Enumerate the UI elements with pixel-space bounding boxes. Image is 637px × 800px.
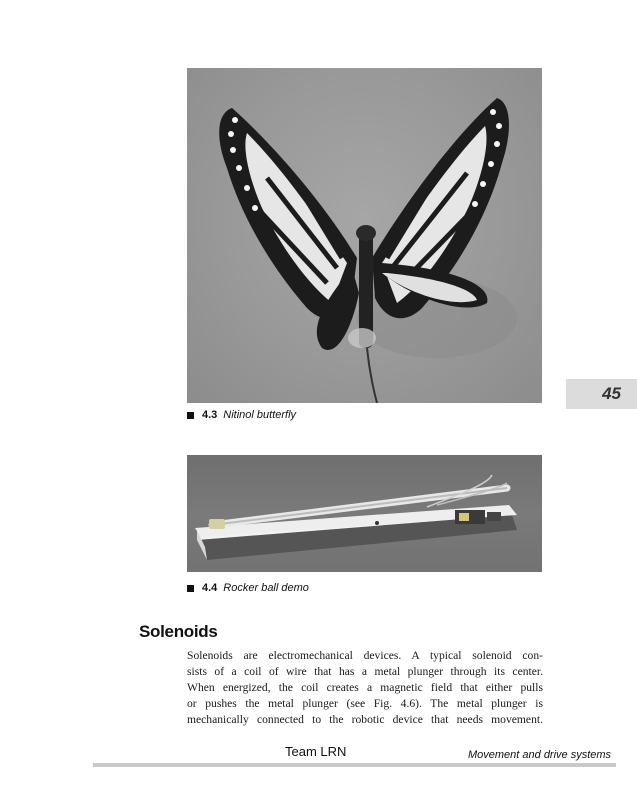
section-heading: Solenoids (139, 622, 218, 641)
figure-number: 4.4 (202, 582, 218, 594)
figure-number: 4.3 (202, 409, 218, 421)
figure-4-3-photo (187, 68, 542, 403)
paragraph-line: Solenoids are electromechanical devices. A typical solenoid con- (187, 649, 543, 662)
figure-caption-text: Rocker ball demo (223, 582, 309, 594)
running-footer-title: Movement and drive systems (468, 749, 612, 761)
paragraph-line: or pushes the metal plunger (see Fig. 4.6). The metal plunger is (187, 697, 543, 710)
figure-4-4-caption (187, 582, 309, 594)
paragraph-line: When energized, the coil creates a magnetic field that either pulls (187, 681, 543, 694)
body-paragraph (187, 648, 543, 728)
page-number-tab: 45 (566, 379, 637, 409)
paragraph-line: mechanically connected to the robotic device that needs movement. (187, 713, 543, 726)
paragraph-line: sists of a coil of wire that has a metal plunger through its center. (187, 665, 543, 678)
footer-rule (93, 763, 616, 767)
figure-4-4-photo (187, 455, 542, 572)
butterfly-illustration (187, 68, 542, 403)
caption-bullet (187, 412, 194, 419)
caption-bullet (187, 585, 194, 592)
figure-4-3-caption (187, 409, 296, 421)
footer-watermark: Team LRN (285, 744, 347, 759)
figure-caption-text: Nitinol butterfly (223, 409, 297, 421)
rocker-ball-illustration (187, 455, 542, 572)
